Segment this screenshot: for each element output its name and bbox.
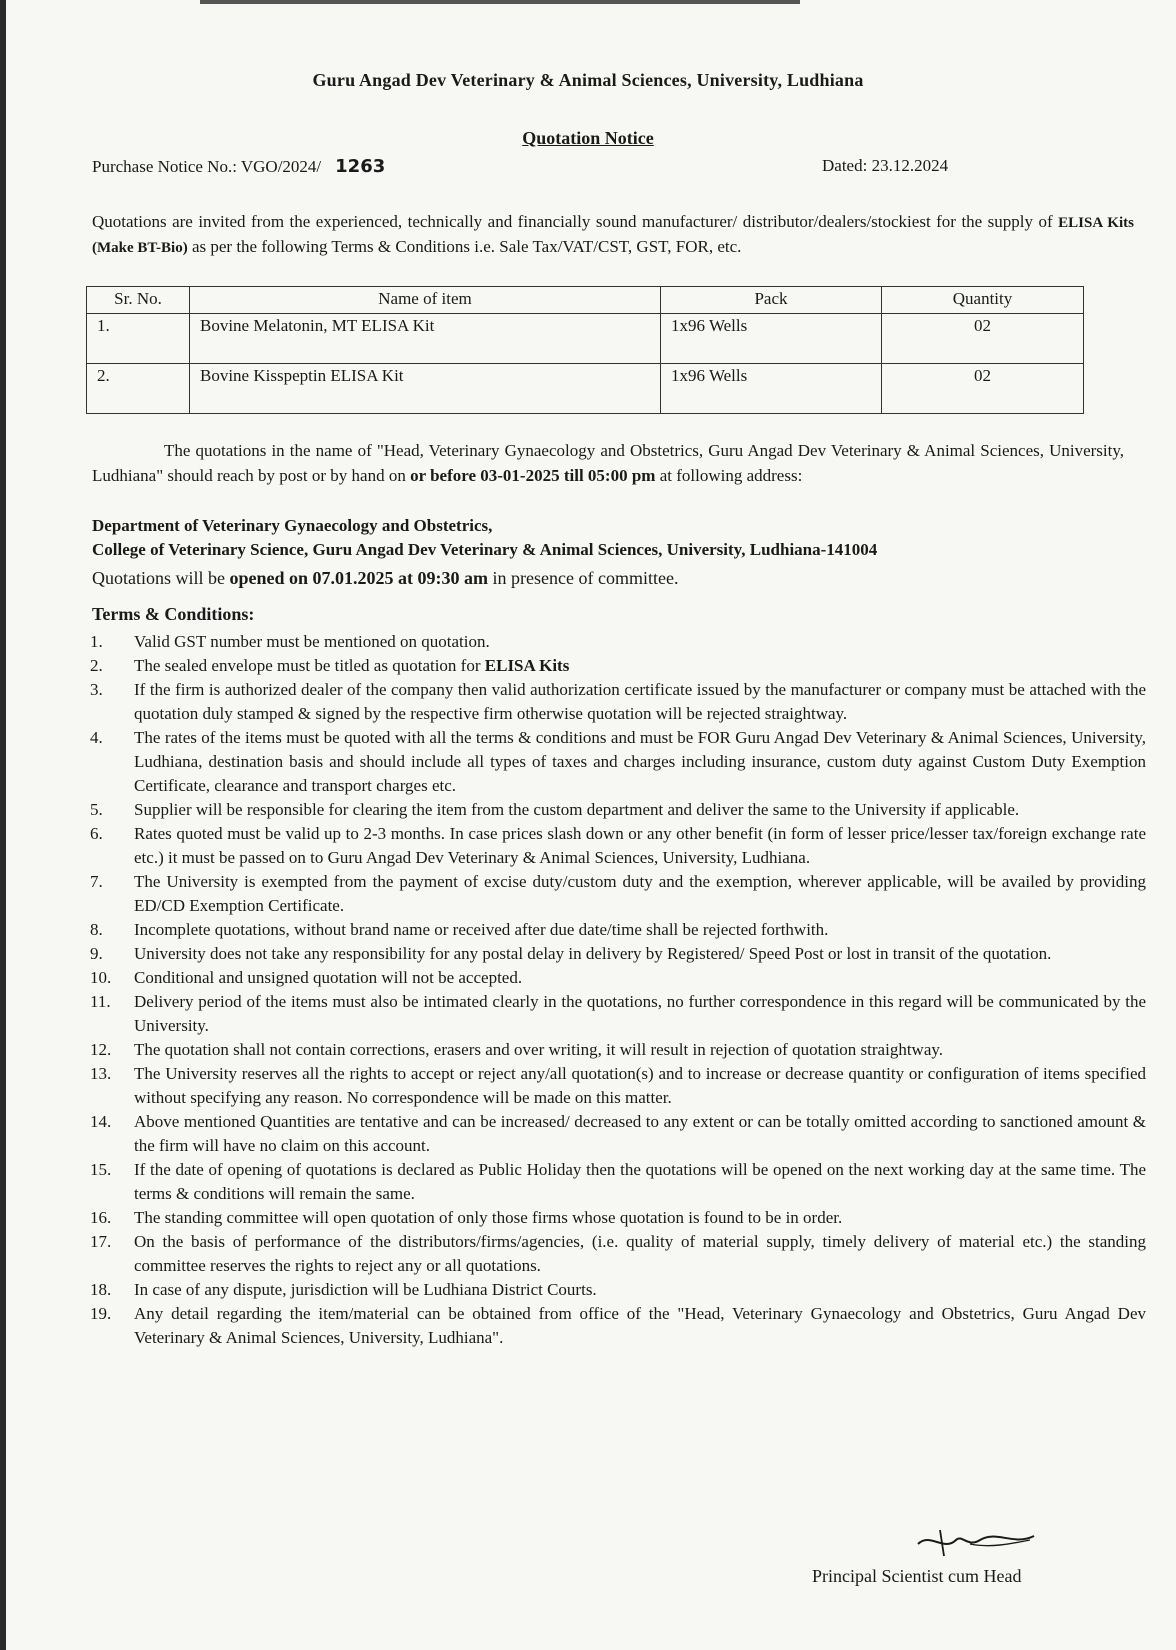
- terms-item-text: The rates of the items must be quoted with all the terms & conditions and must be FOR Guru Angad Dev Veterinary & Animal Sciences, University, Ludhiana, destination basis and should include all types of taxes and charges including insurance, custom duty against Custom Duty Exemption Certificate, clearance and transport charges etc.: [134, 728, 1146, 795]
- terms-item-text: Incomplete quotations, without brand name or received after due date/time shall be rejected forthwith.: [134, 920, 829, 939]
- table-row: [87, 364, 1084, 414]
- terms-item-text: Valid GST number must be mentioned on quotation.: [134, 632, 490, 651]
- cell-pack: 1x96 Wells: [661, 314, 882, 364]
- terms-item: [90, 1158, 1146, 1206]
- terms-item-text: [134, 654, 1146, 678]
- terms-item-text: Conditional and unsigned quotation will not be accepted.: [134, 968, 523, 987]
- address-line-2: College of Veterinary Science, Guru Angad Dev Veterinary & Animal Sciences, University, Ludhiana-141004: [92, 540, 878, 559]
- terms-item-text: The University is exempted from the payment of excise duty/custom duty and the exemption, wherever applicable, will be availed by providing ED/CD Exemption Certificate.: [134, 872, 1146, 915]
- terms-item-text: If the date of opening of quotations is declared as Public Holiday then the quotations will be opened on the next working day at the same time. The terms & conditions will remain the same.: [134, 1160, 1146, 1203]
- terms-item: [90, 1206, 1146, 1230]
- terms-item: [90, 1230, 1146, 1278]
- terms-item: [90, 918, 1146, 942]
- signature: [910, 1522, 1040, 1567]
- terms-item-bold: ELISA Kits: [484, 656, 570, 675]
- notice-date: Dated: 23.12.2024: [822, 156, 949, 175]
- handwritten-notice-number: 1263: [335, 156, 386, 177]
- terms-item: [90, 990, 1146, 1038]
- items-table: [86, 286, 1084, 414]
- notice-title: Quotation Notice: [522, 128, 654, 148]
- terms-item-number: 14.: [90, 1112, 112, 1131]
- terms-item-number: 8.: [90, 920, 103, 939]
- submission-deadline: or before 03-01-2025 till 05:00 pm: [410, 466, 656, 485]
- terms-item-text: On the basis of performance of the distributors/firms/agencies, (i.e. quality of material supply, timely delivery of material etc.) the standing committee reserves the rights to reject any or all quotations.: [134, 1232, 1146, 1275]
- terms-heading: Terms & Conditions:: [92, 604, 255, 624]
- header-quantity: Quantity: [882, 287, 1084, 314]
- opening-text-end: in presence of committee.: [488, 568, 679, 588]
- signatory-title: Principal Scientist cum Head: [812, 1566, 1022, 1586]
- terms-item-number: 15.: [90, 1160, 112, 1179]
- terms-item-text: The University reserves all the rights to accept or reject any/all quotation(s) and to increase or decrease quantity or configuration of items specified without specifying any reason. No correspondence will be made on this matter.: [134, 1064, 1146, 1107]
- terms-item-number: 10.: [90, 968, 112, 987]
- terms-item-number: 3.: [90, 680, 103, 699]
- terms-item: [90, 966, 1146, 990]
- submission-text-end: at following address:: [655, 466, 803, 485]
- table-header-row: [87, 287, 1084, 314]
- terms-item-text: In case of any dispute, jurisdiction will be Ludhiana District Courts.: [134, 1280, 597, 1299]
- intro-paragraph: [92, 210, 1134, 260]
- intro-text: Quotations are invited from the experienced, technically and financially sound manufacturer/ distributor/dealers/stockiest for the supply of: [92, 212, 1059, 231]
- terms-item-number: 13.: [90, 1064, 112, 1083]
- terms-item: [90, 1062, 1146, 1110]
- terms-item-number: 5.: [90, 800, 103, 819]
- terms-item: [90, 1302, 1146, 1350]
- header-pack: Pack: [661, 287, 882, 314]
- header-item-name: Name of item: [190, 287, 661, 314]
- scan-edge: [0, 0, 6, 1650]
- cell-item-name: Bovine Kisspeptin ELISA Kit: [190, 364, 661, 414]
- terms-item: [90, 798, 1146, 822]
- intro-text-end: as per the following Terms & Conditions i.e. Sale Tax/VAT/CST, GST, FOR, etc.: [187, 237, 742, 256]
- terms-item-number: 9.: [90, 944, 103, 963]
- signature-scribble: [910, 1522, 1040, 1562]
- terms-item-text: Delivery period of the items must also be intimated clearly in the quotations, no further correspondence in this regard will be communicated by the University.: [134, 992, 1146, 1035]
- submission-text: The quotations in the name of "Head, Veterinary Gynaecology and Obstetrics, Guru Angad Dev Veterinary & Animal Sciences, University, Ludhiana" should reach by post or by hand on: [92, 441, 1124, 485]
- terms-item-text: Above mentioned Quantities are tentative and can be increased/ decreased to any extent or can be totally omitted according to sanctioned amount & the firm will have no claim on this account.: [134, 1112, 1146, 1155]
- address-line-1: Department of Veterinary Gynaecology and Obstetrics,: [92, 516, 493, 535]
- terms-item-number: 11.: [90, 992, 111, 1011]
- cell-pack: 1x96 Wells: [661, 364, 882, 414]
- terms-item-text: Supplier will be responsible for clearing the item from the custom department and deliver the same to the University if applicable.: [134, 800, 1020, 819]
- terms-item: [90, 1038, 1146, 1062]
- terms-item: [90, 654, 1146, 678]
- intro-bold: ELISA Kits (Make BT-Bio): [92, 215, 1134, 256]
- terms-item: [90, 630, 1146, 654]
- terms-item: [90, 726, 1146, 798]
- terms-item-number: 6.: [90, 824, 103, 843]
- submission-paragraph: [92, 438, 1124, 488]
- opening-info: [92, 568, 678, 589]
- terms-list: [90, 630, 1146, 1350]
- terms-item-number: 1.: [90, 632, 103, 651]
- terms-item-text: Rates quoted must be valid up to 2-3 months. In case prices slash down or any other benefit (in form of lesser price/lesser tax/foreign exchange rate etc.) it must be passed on to Guru Angad Dev Veterinary & Animal Sciences, University, Ludhiana.: [134, 824, 1146, 867]
- terms-item-number: 16.: [90, 1208, 112, 1227]
- opening-text: Quotations will be: [92, 568, 230, 588]
- cell-sr-no: 2.: [87, 364, 190, 414]
- purchase-notice-label: Purchase Notice No.: VGO/2024/: [92, 157, 322, 176]
- terms-item-number: 19.: [90, 1304, 112, 1323]
- terms-item-number: 17.: [90, 1232, 112, 1251]
- terms-item-number: 7.: [90, 872, 103, 891]
- terms-item-text: Any detail regarding the item/material can be obtained from office of the "Head, Veterinary Gynaecology and Obstetrics, Guru Angad Dev Veterinary & Animal Sciences, University, Ludhiana".: [134, 1304, 1146, 1347]
- purchase-notice-number: [92, 156, 385, 177]
- header-sr-no: Sr. No.: [87, 287, 190, 314]
- terms-item-text: The standing committee will open quotation of only those firms whose quotation is found to be in order.: [134, 1208, 843, 1227]
- cell-quantity: 02: [882, 314, 1084, 364]
- terms-item-text-part: The sealed envelope must be titled as quotation for: [134, 656, 485, 675]
- terms-item-text: University does not take any responsibility for any postal delay in delivery by Registered/ Speed Post or lost in transit of the quotation.: [134, 944, 1052, 963]
- terms-item: [90, 1278, 1146, 1302]
- terms-item: [90, 1110, 1146, 1158]
- cell-item-name: Bovine Melatonin, MT ELISA Kit: [190, 314, 661, 364]
- terms-item: [90, 942, 1146, 966]
- table-row: [87, 314, 1084, 364]
- terms-item-number: 2.: [90, 656, 103, 675]
- opening-date: opened on 07.01.2025 at 09:30 am: [229, 568, 489, 588]
- terms-item-text: The quotation shall not contain corrections, erasers and over writing, it will result in rejection of quotation straightway.: [134, 1040, 944, 1059]
- scan-edge-top: [200, 0, 800, 4]
- terms-item-text: If the firm is authorized dealer of the company then valid authorization certificate issued by the manufacturer or company must be attached with the quotation duly stamped & signed by the respective firm otherwise quotation will be rejected straightway.: [134, 680, 1146, 723]
- cell-quantity: 02: [882, 364, 1084, 414]
- university-name: Guru Angad Dev Veterinary & Animal Sciences, University, Ludhiana: [312, 70, 864, 90]
- terms-item-number: 12.: [90, 1040, 112, 1059]
- terms-item-number: 4.: [90, 728, 103, 747]
- terms-item: [90, 678, 1146, 726]
- cell-sr-no: 1.: [87, 314, 190, 364]
- terms-item: [90, 822, 1146, 870]
- terms-item-number: 18.: [90, 1280, 112, 1299]
- terms-item: [90, 870, 1146, 918]
